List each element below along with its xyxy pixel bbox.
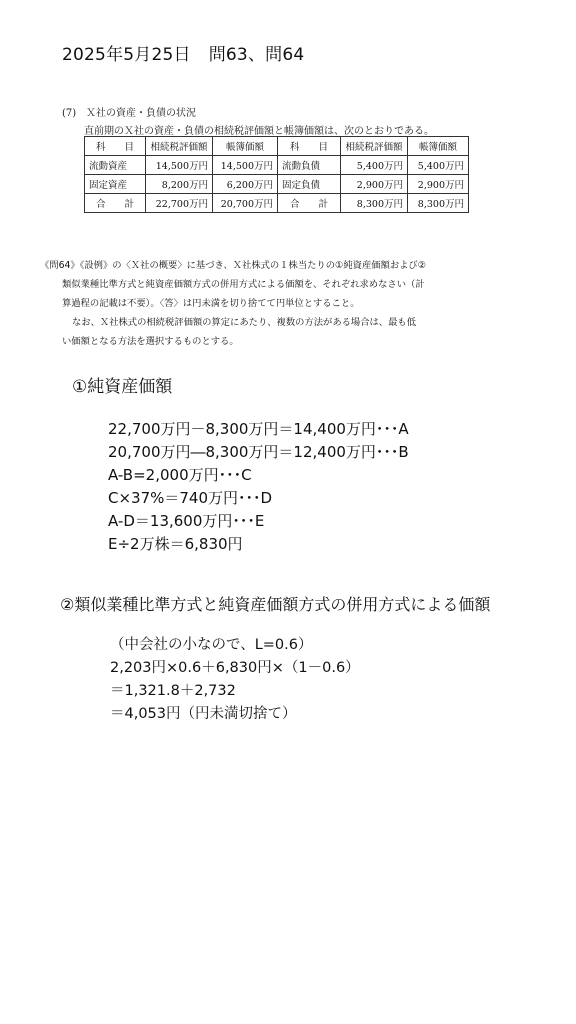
question-64-line: 類似業種比準方式と純資産価額方式の併用方式による価額を、それぞれ求めなさい（計	[62, 279, 425, 290]
table-header-cell: 科 目	[278, 137, 341, 156]
table-cell: 固定負債	[278, 175, 341, 194]
calc-line: （中会社の小なので、L=0.6）	[110, 637, 313, 653]
table-cell: 5,400万円	[408, 156, 469, 175]
section-7	[62, 104, 434, 137]
answer-1-heading: ①純資産価額	[72, 377, 173, 397]
calc-line: A-D＝13,600万円･･･E	[108, 512, 265, 530]
table-row	[85, 156, 469, 175]
question-64-line: い価額となる方法を選択するものとする。	[62, 336, 239, 347]
calc-line: ＝4,053円（円未満切捨て）	[110, 706, 297, 722]
section-7-title	[62, 104, 434, 119]
header-questions: 問63、問64	[208, 45, 305, 65]
table-cell: 8,300万円	[408, 194, 469, 213]
table-cell: 5,400万円	[341, 156, 408, 175]
table-cell: 合 計	[85, 194, 146, 213]
balance-sheet-table	[84, 136, 469, 213]
calc-line: 20,700万円―8,300万円＝12,400万円･･･B	[108, 443, 409, 461]
table-cell: 流動資産	[85, 156, 146, 175]
answer-2-heading: ②類似業種比準方式と純資産価額方式の併用方式による価額	[60, 595, 491, 614]
table-cell: 22,700万円	[146, 194, 213, 213]
calc-line: A-B=2,000万円･･･C	[108, 466, 252, 484]
answer-1-calculation	[108, 418, 409, 556]
table-cell: 固定資産	[85, 175, 146, 194]
calc-line: ＝1,321.8＋2,732	[110, 683, 236, 699]
table-cell: 6,200万円	[213, 175, 278, 194]
table-cell: 8,300万円	[341, 194, 408, 213]
table-row	[85, 194, 469, 213]
table-header-cell: 相続税評価額	[341, 137, 408, 156]
section-7-heading: Ｘ社の資産・負債の状況	[86, 108, 196, 119]
table-cell: 14,500万円	[146, 156, 213, 175]
section-7-description: 直前期のＸ社の資産・負債の相続税評価額と帳簿価額は、次のとおりである。	[84, 126, 434, 137]
table-header-cell: 科 目	[85, 137, 146, 156]
question-64-line: 算過程の記載は不要）。〈答〉は円未満を切り捨てて円単位とすること。	[62, 298, 360, 309]
answer-2-calculation	[110, 634, 360, 726]
calc-line: C×37%＝740万円･･･D	[108, 489, 273, 507]
table-cell: 14,500万円	[213, 156, 278, 175]
table-cell: 2,900万円	[341, 175, 408, 194]
question-64-line: 《問64》《設例》の〈Ｘ社の概要〉に基づき、Ｘ社株式の１株当たりの①純資産価額および②	[40, 260, 427, 271]
calc-line: 22,700万円－8,300万円＝14,400万円･･･A	[108, 420, 409, 438]
question-64	[40, 256, 540, 351]
table-cell: 合 計	[278, 194, 341, 213]
header-date: 2025年5月25日	[62, 45, 191, 65]
table-header-row	[85, 137, 469, 156]
question-64-line: なお、Ｘ社株式の相続税評価額の算定にあたり、複数の方法がある場合は、最も低	[72, 317, 416, 328]
table-header-cell: 帳簿価額	[213, 137, 278, 156]
table-cell: 流動負債	[278, 156, 341, 175]
calc-line: E÷2万株＝6,830円	[108, 535, 243, 553]
page-header	[62, 40, 304, 65]
table-cell: 20,700万円	[213, 194, 278, 213]
calc-line: 2,203円×0.6＋6,830円×（1－0.6）	[110, 660, 360, 676]
table-cell: 8,200万円	[146, 175, 213, 194]
table-header-cell: 相続税評価額	[146, 137, 213, 156]
section-7-number: (7)	[62, 108, 77, 119]
table-row	[85, 175, 469, 194]
table-cell: 2,900万円	[408, 175, 469, 194]
table-header-cell: 帳簿価額	[408, 137, 469, 156]
